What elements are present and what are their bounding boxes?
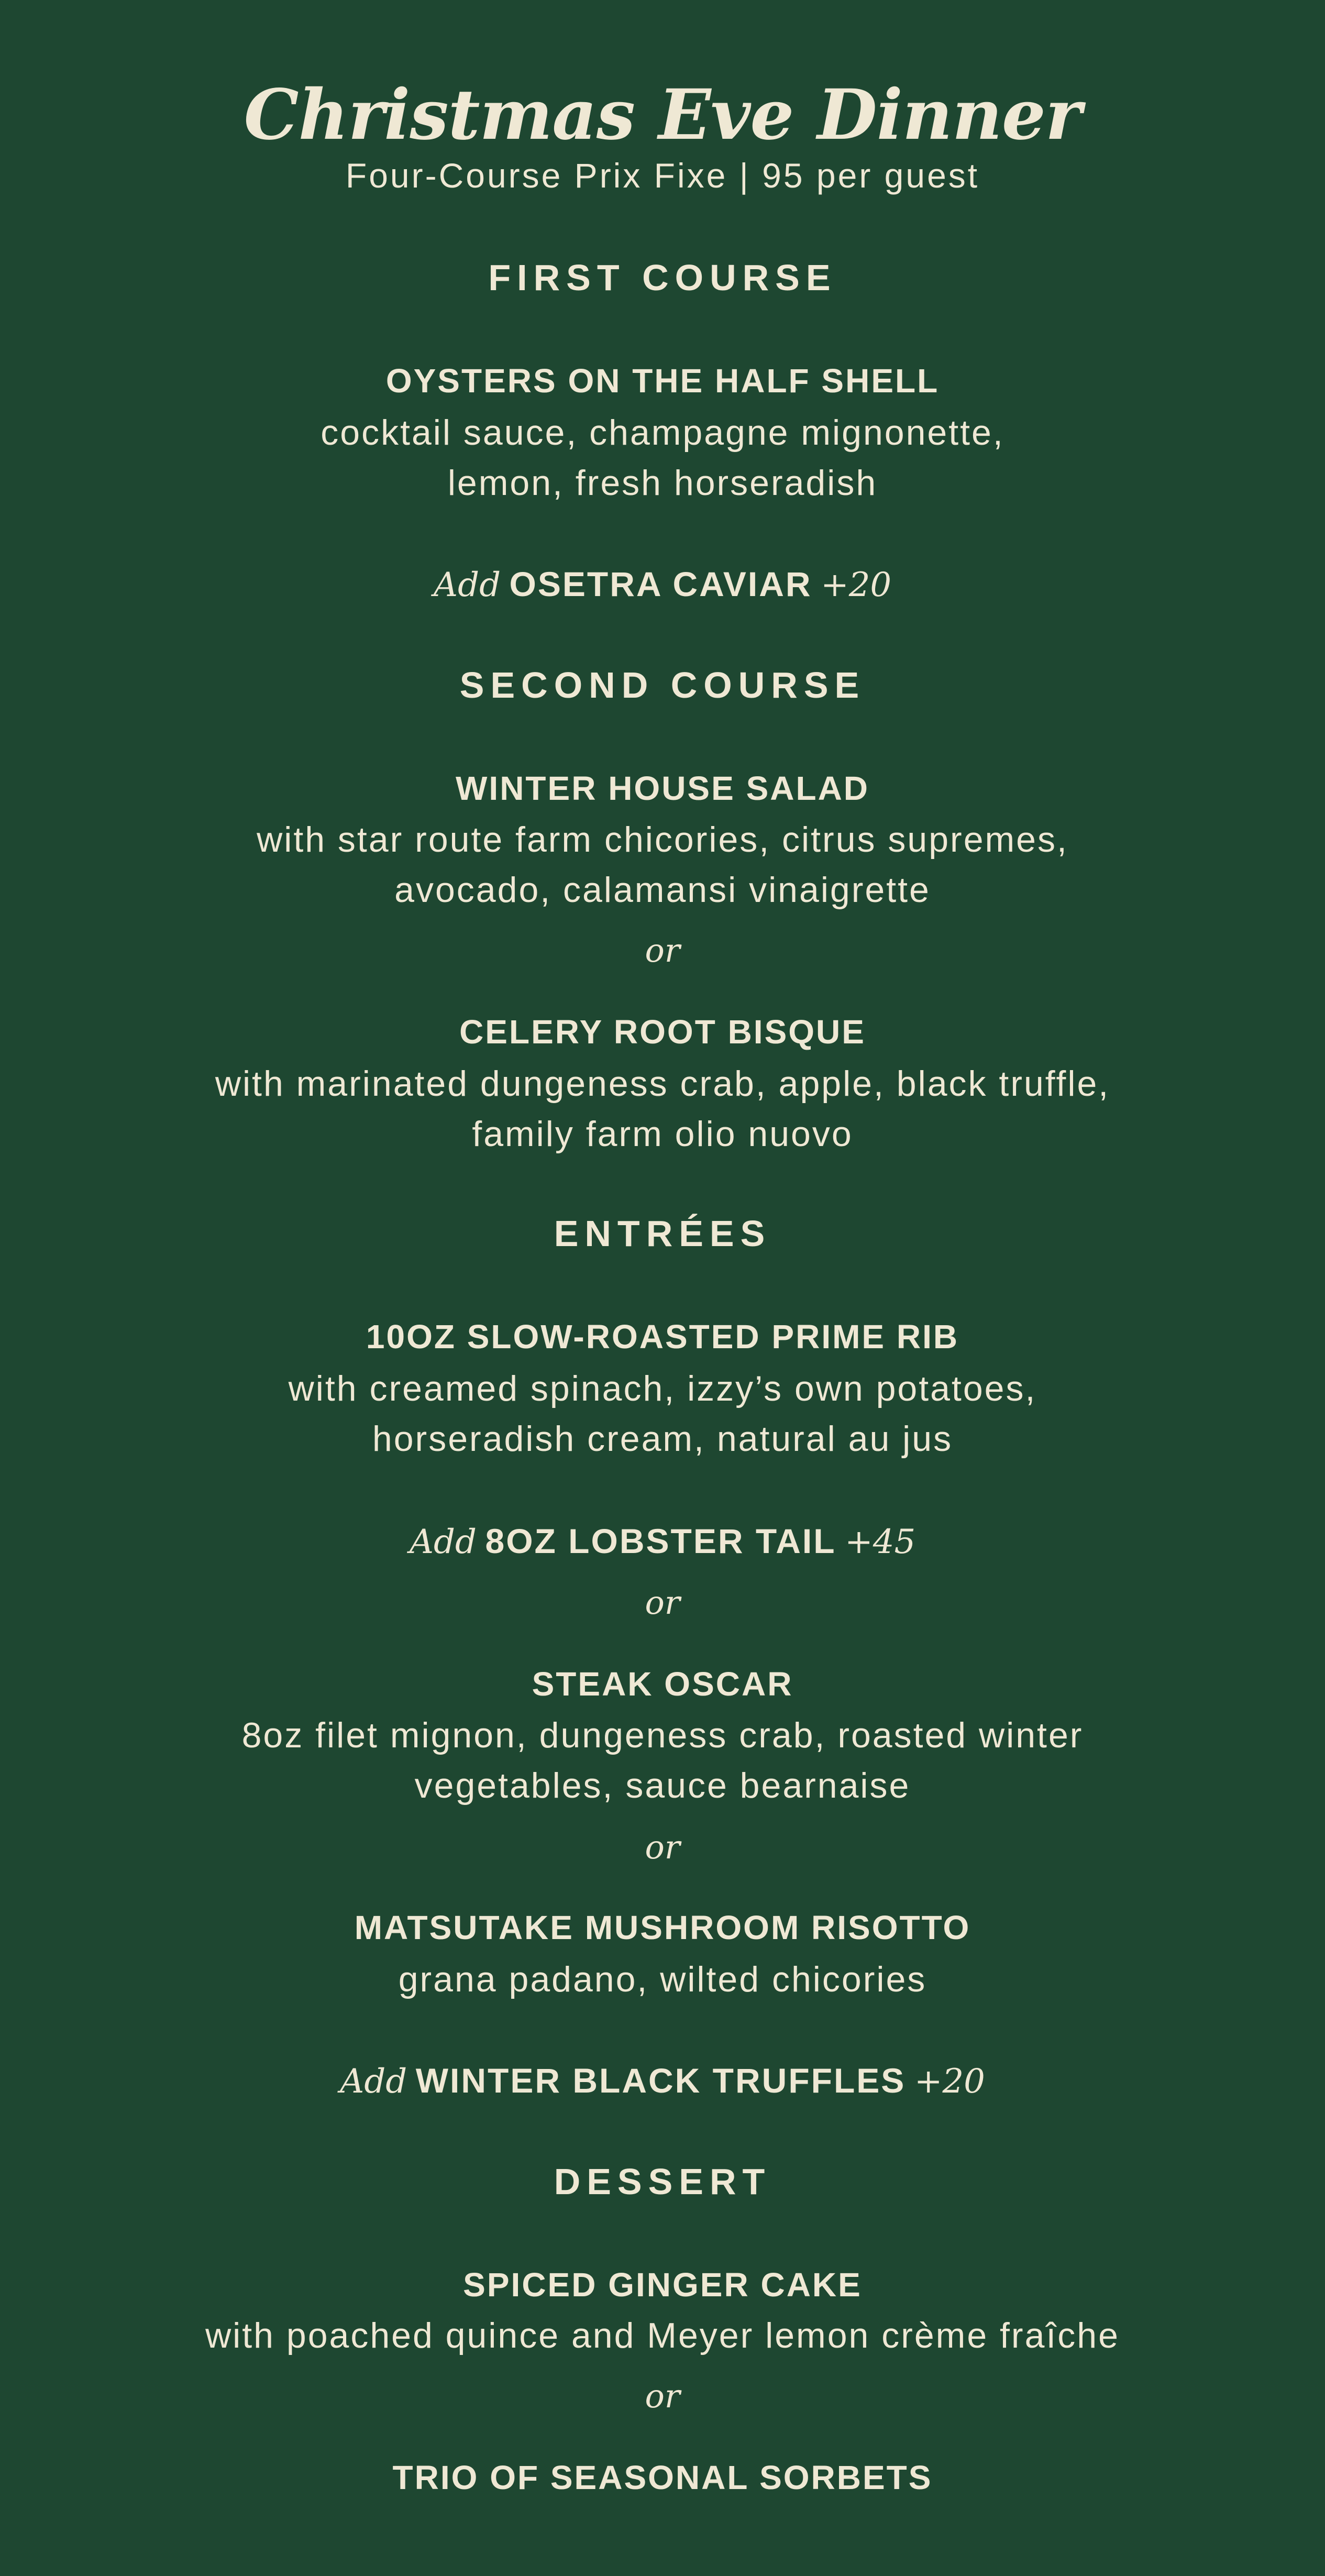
dish-description-line: cocktail sauce, champagne mignonette,	[321, 413, 1004, 453]
addon-prefix: Add	[340, 2062, 407, 2101]
menu-subtitle: Four-Course Prix Fixe | 95 per guest	[345, 156, 980, 195]
dish-description-line: lemon, fresh horseradish	[447, 463, 878, 503]
or-separator: or	[645, 1828, 680, 1866]
section-heading-first-course: FIRST COURSE	[488, 257, 837, 298]
or-separator: or	[645, 1583, 680, 1622]
dish-description-line: family farm olio nuovo	[472, 1114, 853, 1154]
dish-name-steak-oscar: STEAK OSCAR	[532, 1665, 793, 1703]
or-separator: or	[645, 2377, 680, 2415]
dish-name-matsutake-risotto: MATSUTAKE MUSHROOM RISOTTO	[354, 1909, 971, 1946]
addon-item: OSETRA CAVIAR	[509, 565, 812, 603]
dish-name-prime-rib: 10OZ SLOW-ROASTED PRIME RIB	[366, 1318, 959, 1356]
dish-description-matsutake-risotto	[0, 1954, 1325, 2005]
dish-description-line: 8oz filet mignon, dungeness crab, roasted winter	[241, 1715, 1084, 1755]
menu-title: Christmas Eve Dinner	[244, 74, 1081, 156]
dish-description-line: horseradish cream, natural au jus	[372, 1419, 953, 1459]
dish-description-line: vegetables, sauce bearnaise	[414, 1766, 911, 1806]
addon-winter-black-truffles	[0, 2057, 1325, 2105]
addon-item: 8OZ LOBSTER TAIL	[485, 1522, 836, 1560]
addon-osetra-caviar	[0, 560, 1325, 609]
dish-description-line: with poached quince and Meyer lemon crème fraîche	[205, 2316, 1120, 2355]
addon-item: WINTER BLACK TRUFFLES	[415, 2061, 906, 2100]
dish-description-line: with marinated dungeness crab, apple, black truffle,	[215, 1064, 1110, 1104]
dish-description-steak-oscar	[0, 1710, 1325, 1811]
addon-prefix: Add	[433, 566, 501, 604]
addon-lobster-tail	[0, 1517, 1325, 1566]
dish-name-oysters: OYSTERS ON THE HALF SHELL	[385, 362, 940, 400]
dish-description-spiced-ginger-cake	[0, 2310, 1325, 2361]
dish-name-spiced-ginger-cake: SPICED GINGER CAKE	[463, 2266, 862, 2304]
dish-description-line: avocado, calamansi vinaigrette	[394, 870, 931, 910]
dish-description-celery-root-bisque	[0, 1059, 1325, 1159]
addon-price: +20	[914, 2062, 985, 2101]
section-heading-dessert: DESSERT	[554, 2161, 771, 2202]
addon-prefix: Add	[409, 1523, 477, 1561]
dish-description-prime-rib	[0, 1363, 1325, 1464]
addon-price: +20	[821, 566, 892, 604]
dish-description-oysters	[0, 408, 1325, 508]
dish-name-trio-of-sorbets: TRIO OF SEASONAL SORBETS	[392, 2459, 933, 2496]
dish-description-line: grana padano, wilted chicories	[398, 1959, 927, 1999]
dish-description-line: with star route farm chicories, citrus supremes,	[257, 820, 1068, 860]
section-heading-entrees: ENTRÉES	[554, 1213, 771, 1254]
dish-description-winter-house-salad	[0, 814, 1325, 915]
dish-name-celery-root-bisque: CELERY ROOT BISQUE	[459, 1013, 866, 1051]
dish-description-line: with creamed spinach, izzy’s own potatoes,	[288, 1369, 1037, 1408]
addon-price: +45	[845, 1523, 916, 1561]
or-separator: or	[645, 931, 680, 970]
dish-name-winter-house-salad: WINTER HOUSE SALAD	[456, 769, 869, 807]
section-heading-second-course: SECOND COURSE	[459, 665, 866, 706]
